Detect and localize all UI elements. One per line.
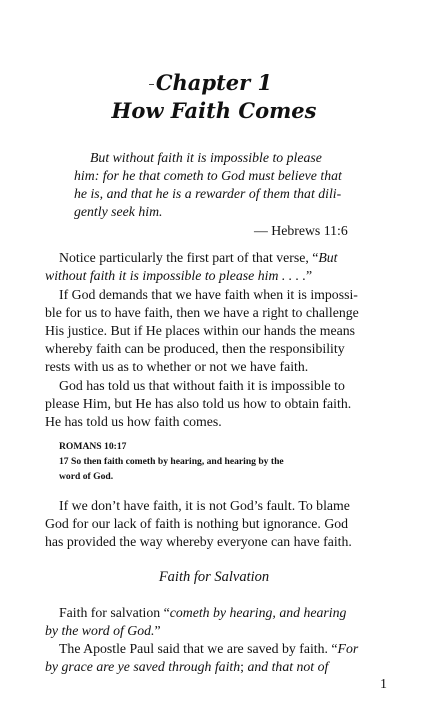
paragraph-line: His justice. But if He places within our hands the means [45, 323, 355, 338]
paragraph-line: If we don’t have faith, it is not God’s fault. To blame [59, 498, 350, 513]
scripture-reference: ROMANS 10:17 [59, 441, 127, 452]
page-number: 1 [380, 677, 387, 692]
section-subheading: Faith for Salvation [158, 569, 270, 585]
paragraph-line: If God demands that we have faith when it is impossi- [59, 287, 358, 302]
chapter-number: Chapter 1 [155, 70, 273, 95]
paragraph-line: The Apostle Paul said that we are saved by faith. “For [59, 641, 359, 656]
epigraph-line: But without faith it is impossible to please [90, 150, 322, 165]
epigraph-line: him: for he that cometh to God must believe that [74, 168, 342, 183]
epigraph-citation: — Hebrews 11:6 [254, 223, 348, 238]
paragraph-line: He has told us how faith comes. [45, 414, 222, 429]
paragraph-line: rests with us as to whether or not we have faith. [45, 359, 309, 374]
paragraph-line: by the word of God.” [45, 623, 161, 638]
paragraph-line: please Him, but He has also told us how to obtain faith. [45, 396, 352, 411]
epigraph-line: he is, and that he is a rewarder of them that dili- [74, 186, 342, 201]
paragraph-line: God has told us that without faith it is impossible to [59, 378, 345, 393]
scripture-line: word of God. [59, 471, 114, 482]
paragraph-line: Notice particularly the first part of that verse, “But [59, 250, 338, 265]
paragraph-line: whereby faith can be produced, then the responsibility [45, 341, 345, 356]
paragraph-line: has provided the way whereby everyone can have faith. [45, 534, 352, 549]
paragraph-line: Faith for salvation “cometh by hearing, and hearing [59, 605, 347, 620]
paragraph-line: God for our lack of faith is nothing but ignorance. God [45, 516, 349, 531]
epigraph-line: gently seek him. [74, 204, 163, 219]
paragraph-line: ble for us to have faith, then we have a right to challenge [45, 305, 359, 320]
paragraph-line: without faith it is impossible to please him . . . .” [45, 268, 313, 283]
chapter-title: How Faith Comes [111, 98, 317, 123]
scripture-line: 17 So then faith cometh by hearing, and hearing by the [59, 456, 284, 467]
paragraph-line: by grace are ye saved through faith; and that not of [45, 659, 329, 674]
